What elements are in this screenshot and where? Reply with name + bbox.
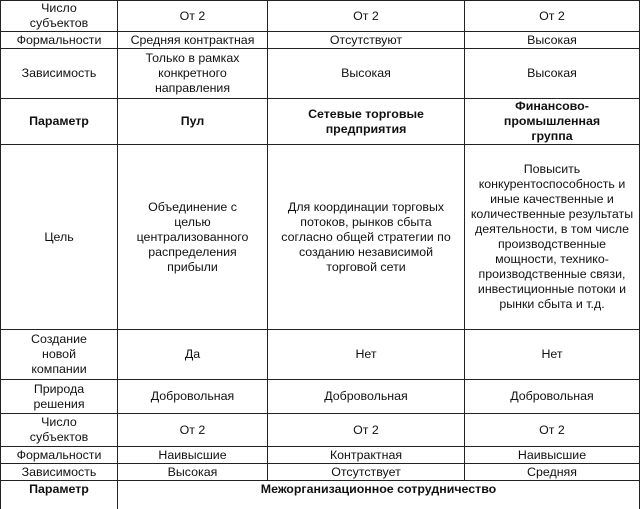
param-cell: Цель	[1, 145, 118, 330]
table-row-formalities-2	[1, 447, 640, 464]
table-row-new-company	[1, 330, 640, 380]
param-header-cell: Параметр	[1, 99, 118, 145]
param-cell: Зависимость	[1, 49, 118, 99]
fig-cell: От 2	[465, 414, 640, 447]
pool-cell: Наивысшие	[118, 447, 268, 464]
network-cell: От 2	[268, 1, 465, 32]
pool-cell: Да	[118, 330, 268, 380]
pool-cell: От 2	[118, 1, 268, 32]
param-cell: Формальности	[1, 32, 118, 49]
network-cell: Добровольная	[268, 380, 465, 414]
table-row-goal	[1, 145, 640, 330]
network-cell: От 2	[268, 414, 465, 447]
fig-cell: Добровольная	[465, 380, 640, 414]
network-cell: Отсутствуют	[268, 32, 465, 49]
network-cell: Нет	[268, 330, 465, 380]
network-cell: Контрактная	[268, 447, 465, 464]
pool-cell: Только в рамках конкретного направления	[118, 49, 268, 99]
fig-cell: Нет	[465, 330, 640, 380]
param-cell: Зависимость	[1, 464, 118, 481]
param-cell: Число субъектов	[1, 414, 118, 447]
param-header-cell: Параметр	[1, 481, 118, 509]
pool-header-cell: Пул	[118, 99, 268, 145]
fig-cell: Средняя	[465, 464, 640, 481]
table-row-cooperation-header	[1, 481, 640, 509]
table-row-decision-nature	[1, 380, 640, 414]
param-cell: Формальности	[1, 447, 118, 464]
param-cell: Природа решения	[1, 380, 118, 414]
network-cell: Отсутствует	[268, 464, 465, 481]
fig-header-cell: Финансово-промышленная группа	[465, 99, 640, 145]
network-header-cell: Сетевые торговые предприятия	[268, 99, 465, 145]
fig-cell: От 2	[465, 1, 640, 32]
table-row-formalities	[1, 32, 640, 49]
table-row-header	[1, 99, 640, 145]
pool-cell: Высокая	[118, 464, 268, 481]
table-row-subjects-count-2	[1, 414, 640, 447]
network-cell: Для координации торговых потоков, рынков сбыта согласно общей стратегии по созданию независимой торговой сети	[268, 145, 465, 330]
table-row-dependency-2	[1, 464, 640, 481]
param-cell: Число субъектов	[1, 1, 118, 32]
pool-cell: От 2	[118, 414, 268, 447]
network-cell: Высокая	[268, 49, 465, 99]
fig-cell: Повысить конкурентоспособность и иные качественные и количественные результаты деятельности, в том числе производственные мощности, технико-производственные связи, инвестиционные потоки и рынки сбыта и т.д.	[465, 145, 640, 330]
cooperation-header-cell: Межорганизационное сотрудничество	[118, 481, 640, 509]
param-cell: Создание новой компании	[1, 330, 118, 380]
pool-cell: Добровольная	[118, 380, 268, 414]
table-row-dependency	[1, 49, 640, 99]
pool-cell: Средняя контрактная	[118, 32, 268, 49]
table-row-subjects-count	[1, 1, 640, 32]
fig-cell: Высокая	[465, 32, 640, 49]
pool-cell: Объединение с целью централизованного распределения прибыли	[118, 145, 268, 330]
fig-cell: Высокая	[465, 49, 640, 99]
fig-cell: Наивысшие	[465, 447, 640, 464]
